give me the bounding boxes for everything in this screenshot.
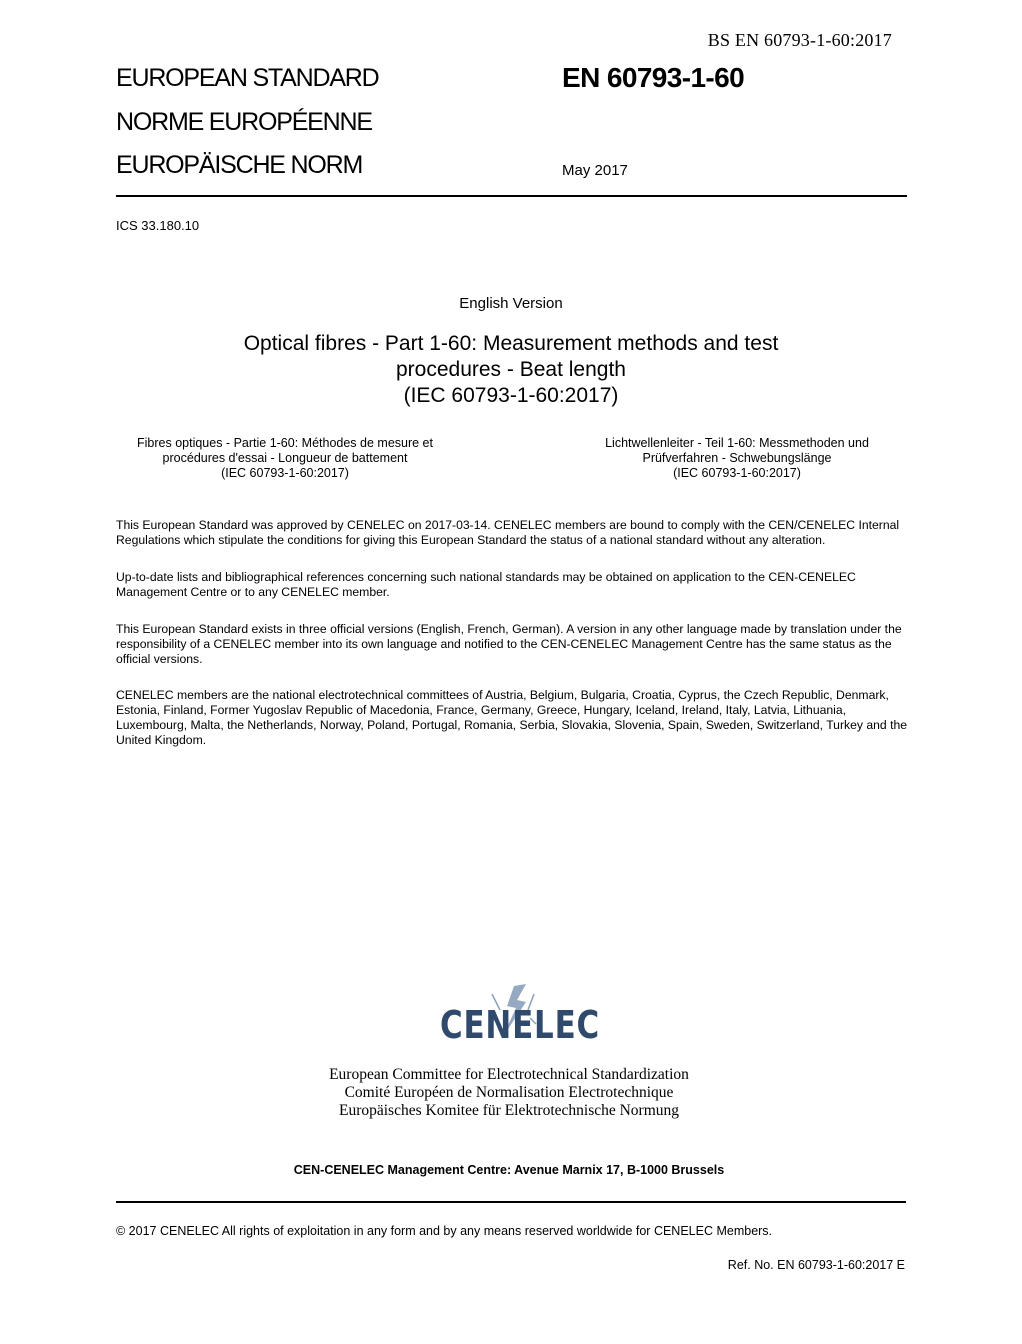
french-title-line: (IEC 60793-1-60:2017) — [221, 466, 349, 480]
standard-number: EN 60793-1-60 — [562, 62, 745, 93]
committee-name-english: European Committee for Electrotechnical Standardization — [329, 1066, 689, 1083]
footer-divider — [116, 1201, 906, 1203]
cenelec-logo-graphic — [430, 980, 610, 1060]
copyright-notice: © 2017 CENELEC All rights of exploitation in any form and by any means reserved worldwide for CENELEC Members. — [116, 1224, 773, 1238]
german-title-line: Prüfverfahren - Schwebungslänge — [642, 451, 832, 465]
german-title — [568, 436, 906, 481]
document-title-line: Optical fibres - Part 1-60: Measurement methods and test — [243, 332, 779, 355]
cenelec-logo — [430, 980, 610, 1060]
document-title-line: (IEC 60793-1-60:2017) — [403, 384, 619, 407]
references-paragraph: Up-to-date lists and bibliographical references concerning such national standards may be obtained on application to the CEN-CENELEC Management Centre or to any CENELEC member. — [116, 570, 856, 599]
approval-paragraph: This European Standard was approved by CENELEC on 2017-03-14. CENELEC members are bound to comply with the CEN/CENELEC Internal Regulations which stipulate the conditions for giving this European Standard the status of a national standard without any alteration. — [116, 518, 900, 547]
publication-date: May 2017 — [562, 162, 628, 179]
committee-name-french: Comité Européen de Normalisation Electrotechnique — [344, 1084, 674, 1101]
management-centre-address: CEN-CENELEC Management Centre: Avenue Marnix 17, B-1000 Brussels — [293, 1163, 725, 1177]
title-line-english: EUROPEAN STANDARD — [116, 64, 379, 92]
bs-reference: BS EN 60793-1-60:2017 — [707, 30, 892, 50]
ics-code: ICS 33.180.10 — [116, 218, 200, 233]
title-line-german: EUROPÄISCHE NORM — [116, 151, 363, 179]
document-title — [0, 331, 1022, 409]
french-title — [116, 436, 454, 481]
german-title-line: Lichtwellenleiter - Teil 1-60: Messmethoden und — [605, 436, 869, 450]
reference-number: Ref. No. EN 60793-1-60:2017 E — [727, 1258, 905, 1272]
version-label: English Version — [459, 295, 563, 312]
header-divider — [116, 195, 907, 197]
german-title-line: (IEC 60793-1-60:2017) — [673, 466, 801, 480]
members-paragraph: CENELEC members are the national electrotechnical committees of Austria, Belgium, Bulgaria, Croatia, Cyprus, the Czech Republic, Denmark, Estonia, Finland, Former Yugoslav Republic of Macedonia, France, Germany, Greece, Hungary, Iceland, Ireland, Italy, Latvia, Lithuania, Luxembourg, Malta, the Netherlands, Norway, Poland, Portugal, Romania, Serbia, Slovakia, Slovenia, Spain, Sweden, Switzerland, Turkey and the United Kingdom. — [116, 688, 908, 747]
committee-name-german: Europäisches Komitee für Elektrotechnische Normung — [338, 1102, 680, 1119]
french-title-line: procédures d'essai - Longueur de battement — [162, 451, 408, 465]
title-line-french: NORME EUROPÉENNE — [116, 108, 372, 136]
svg-text:CENELEC: CENELEC — [440, 1003, 600, 1047]
document-title-line: procedures - Beat length — [396, 358, 626, 381]
french-title-line: Fibres optiques - Partie 1-60: Méthodes de mesure et — [137, 436, 433, 450]
committee-names — [0, 1066, 1018, 1120]
versions-paragraph: This European Standard exists in three official versions (English, French, German). A version in any other language made by translation under the responsibility of a CENELEC member into its own language and notified to the CEN-CENELEC Management Centre has the same status as the official versions. — [116, 622, 902, 666]
